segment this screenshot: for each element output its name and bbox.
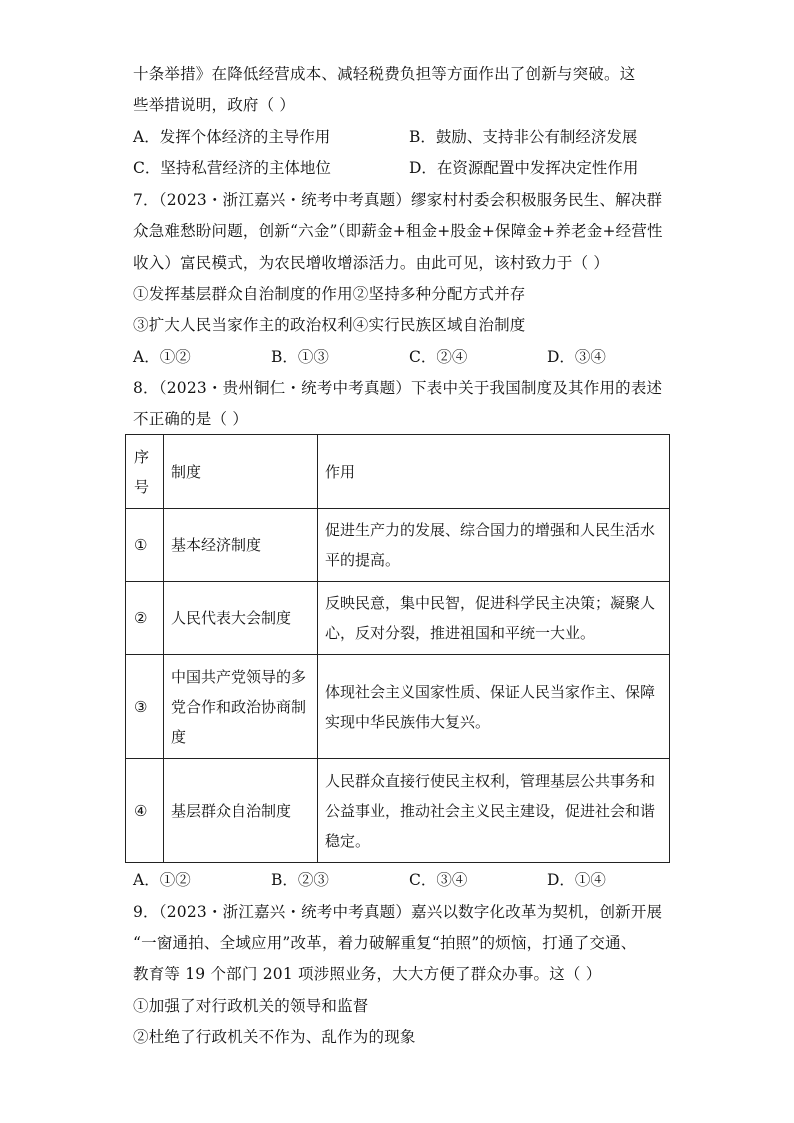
table-cell-index: ④ (126, 759, 164, 863)
table-row (126, 582, 670, 655)
q7-statement-line-1: ①发挥基层群众自治制度的作用②坚持多种分配方式并存 (133, 285, 526, 303)
table-cell-role: 人民群众直接行使民主权利，管理基层公共事务和公益事业，推动社会主义民主建设，促进社会和谐稳定。 (318, 759, 670, 863)
q8-option-a: A．①② (133, 871, 191, 889)
q6-option-c: C．坚持私营经济的主体地位 (133, 159, 331, 177)
q7-option-b: B．①③ (271, 348, 329, 366)
table-row (126, 759, 670, 863)
q9-statement-line-1: ①加强了对行政机关的领导和监督 (133, 997, 369, 1015)
q7-stem-line-1: 7．（2023・浙江嘉兴・统考中考真题）缪家村村委会积极服务民生、解决群 (133, 191, 663, 209)
q7-option-a: A．①② (133, 348, 191, 366)
table-cell-system: 基本经济制度 (164, 509, 318, 582)
q6-option-b: B．鼓励、支持非公有制经济发展 (409, 128, 638, 146)
table-cell-index: ③ (126, 655, 164, 759)
q7-statement-line-2: ③扩大人民当家作主的政治权利④实行民族区域自治制度 (133, 316, 526, 334)
q6-stem-line-2: 些举措说明，政府（ ） (133, 96, 296, 114)
table-row (126, 655, 670, 759)
q8-stem-line-1: 8．（2023・贵州铜仁・统考中考真题）下表中关于我国制度及其作用的表述 (133, 379, 663, 397)
q6-option-a: A．发挥个体经济的主导作用 (133, 128, 331, 146)
q9-stem-line-1: 9．（2023・浙江嘉兴・统考中考真题）嘉兴以数字化改革为契机，创新开展 (133, 903, 663, 921)
table-cell-index: ② (126, 582, 164, 655)
q8-option-c: C．③④ (409, 871, 468, 889)
table-cell-index: ① (126, 509, 164, 582)
q9-stem-line-2: “一窗通拍、全域应用”改革，着力破解重复“拍照”的烦恼，打通了交通、 (133, 934, 637, 952)
q8-option-d: D．①④ (547, 871, 606, 889)
table-header-system: 制度 (164, 435, 318, 509)
q7-stem-line-2: 众急难愁盼问题，创新“六金”（即薪金+租金+股金+保障金+养老金+经营性 (133, 222, 663, 240)
table-cell-role: 促进生产力的发展、综合国力的增强和人民生活水平的提高。 (318, 509, 670, 582)
table-row (126, 509, 670, 582)
table-header-row (126, 435, 670, 509)
q8-system-table (125, 434, 670, 863)
table-cell-role: 体现社会主义国家性质、保证人民当家作主、保障实现中华民族伟大复兴。 (318, 655, 670, 759)
table-cell-system: 基层群众自治制度 (164, 759, 318, 863)
q8-stem-line-2: 不正确的是（ ） (133, 410, 249, 428)
q8-option-b: B．②③ (271, 871, 329, 889)
q6-option-d: D．在资源配置中发挥决定性作用 (409, 159, 639, 177)
table-header-role: 作用 (318, 435, 670, 509)
q7-option-d: D．③④ (547, 348, 606, 366)
q9-statement-line-2: ②杜绝了行政机关不作为、乱作为的现象 (133, 1028, 416, 1046)
q9-stem-line-3: 教育等 19 个部门 201 项涉照业务，大大方便了群众办事。这（ ） (133, 965, 602, 983)
q7-stem-line-3: 收入）富民模式，为农民增收增添活力。由此可见，该村致力于（ ） (133, 254, 610, 272)
table-header-index: 序号 (126, 435, 164, 509)
table-cell-system: 中国共产党领导的多党合作和政治协商制度 (164, 655, 318, 759)
q7-option-c: C．②④ (409, 348, 468, 366)
table-cell-role: 反映民意，集中民智，促进科学民主决策；凝聚人心，反对分裂，推进祖国和平统一大业。 (318, 582, 670, 655)
q6-stem-line-1: 十条举措》在降低经营成本、减轻税费负担等方面作出了创新与突破。这 (133, 65, 636, 83)
table-cell-system: 人民代表大会制度 (164, 582, 318, 655)
